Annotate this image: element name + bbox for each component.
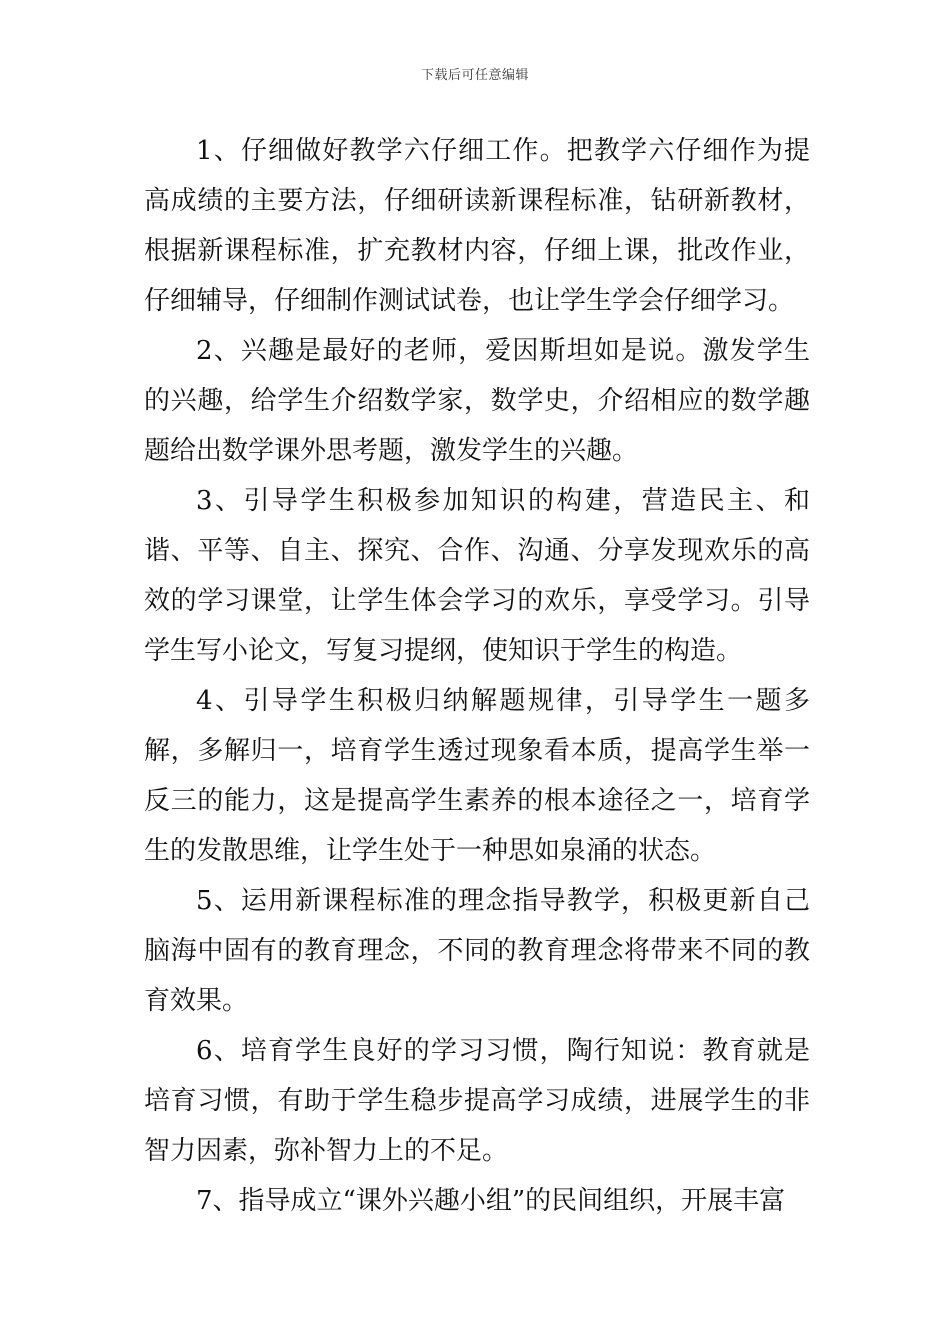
document-body: [144, 126, 810, 1226]
paragraph-7: 7、指导成立“课外兴趣小组”的民间组织，开展丰富: [196, 1186, 786, 1216]
paragraph-3: 3、引导学生积极参加知识的构建，营造民主、和谐、平等、自主、探究、合作、沟通、分享发现欢乐的高效的学习课堂，让学生体会学习的欢乐，享受学习。引导学生写小论文，写复习提纲，使知识于学生的构造。: [144, 486, 810, 666]
paragraph-1: 1、仔细做好教学六仔细工作。把教学六仔细作为提高成绩的主要方法，仔细研读新课程标准，钻研新教材，根据新课程标准，扩充教材内容，仔细上课，批改作业，仔细辅导，仔细制作测试试卷，也让学生学会仔细学习。: [144, 136, 810, 316]
paragraph-6: 6、培育学生良好的学习习惯，陶行知说：教育就是培育习惯，有助于学生稳步提高学习成绩，进展学生的非智力因素，弥补智力上的不足。: [144, 1036, 810, 1166]
paragraph-5: 5、运用新课程标准的理念指导教学，积极更新自己脑海中固有的教育理念，不同的教育理念将带来不同的教育效果。: [144, 886, 810, 1016]
paragraph-4: 4、引导学生积极归纳解题规律，引导学生一题多解，多解归一，培育学生透过现象看本质，提高学生举一反三的能力，这是提高学生素养的根本途径之一，培育学生的发散思维，让学生处于一种思如泉涌的状态。: [144, 686, 810, 866]
paragraph-2: 2、兴趣是最好的老师，爱因斯坦如是说。激发学生的兴趣，给学生介绍数学家，数学史，介绍相应的数学趣题给出数学课外思考题，激发学生的兴趣。: [144, 336, 810, 466]
header-note: 下载后可任意编辑: [420, 68, 529, 83]
